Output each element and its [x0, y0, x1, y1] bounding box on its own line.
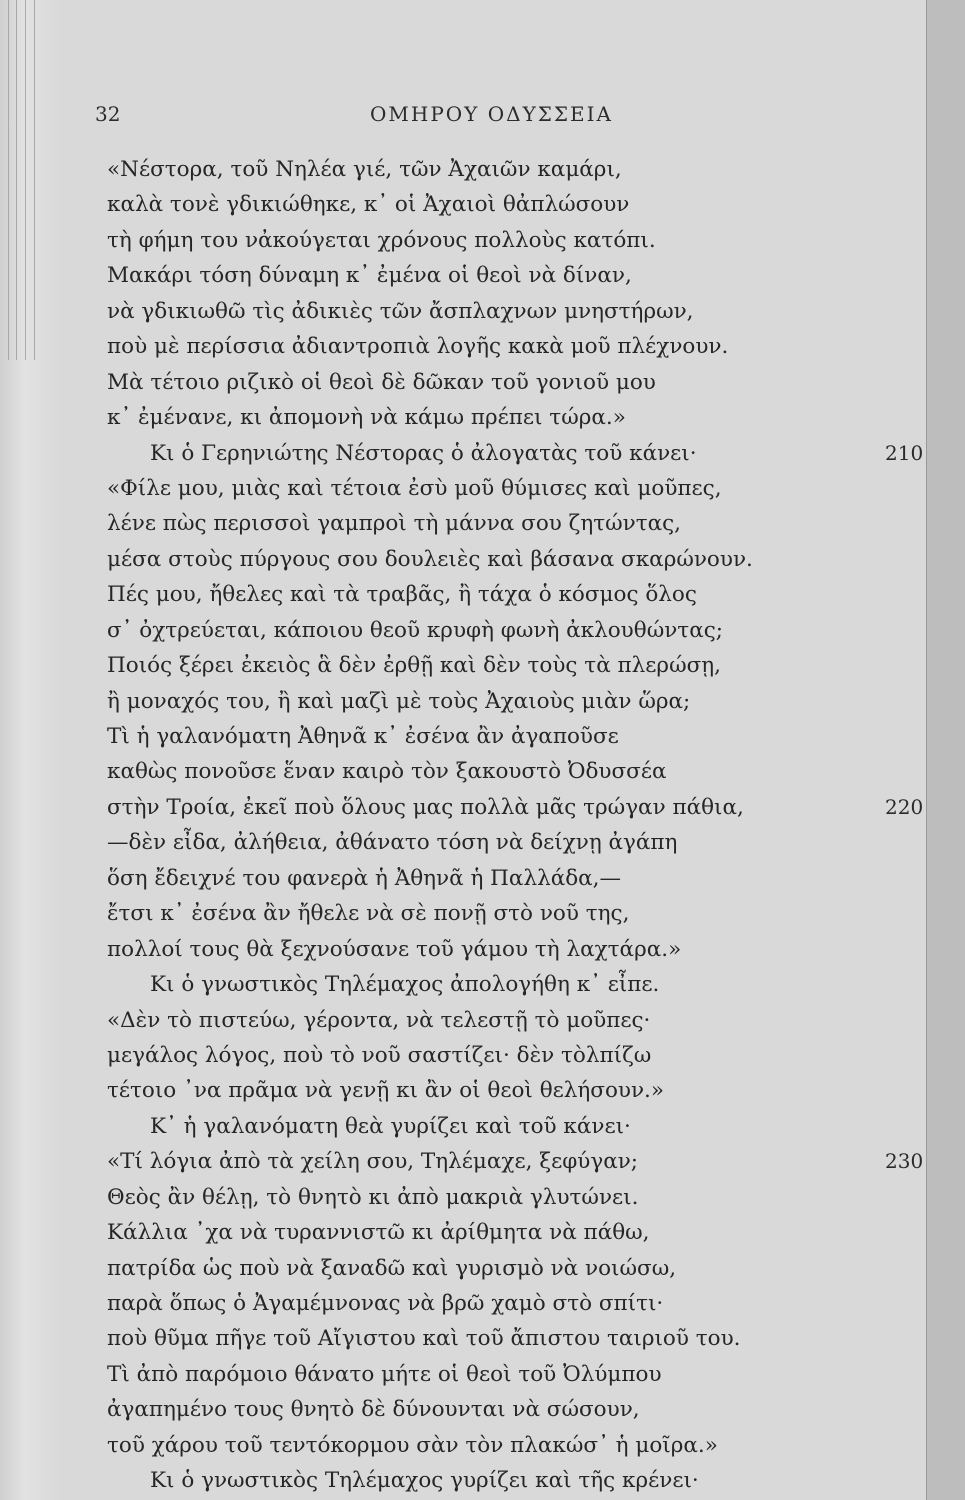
verse-text: τέτοιο ᾽να πρᾶμα νὰ γενῇ κι ἂν οἱ θεοὶ θελήσουν.»	[107, 1078, 665, 1104]
verse-block	[0, 152, 965, 1499]
verse-line	[0, 1286, 965, 1321]
verse-line	[0, 1251, 965, 1286]
verse-text: μέσα στοὺς πύργους σου δουλειὲς καὶ βάσανα σκαρώνουν.	[107, 546, 753, 572]
verse-text: Κι ὁ γνωστικὸς Τηλέμαχος γυρίζει καὶ τῆς κρένει·	[150, 1468, 699, 1494]
verse-line	[0, 754, 965, 789]
verse-line	[0, 613, 965, 648]
verse-line	[0, 1038, 965, 1073]
verse-text: ποὺ θῦμα πῆγε τοῦ Αἴγιστου καὶ τοῦ ἄπιστου ταιριοῦ του.	[107, 1326, 741, 1352]
running-title: ΟΜΗΡΟΥ ΟΔΥΣΣΕΙΑ	[370, 102, 613, 126]
verse-line	[0, 471, 965, 506]
verse-text: τοῦ χάρου τοῦ τεντόκορμου σὰν τὸν πλακώσ᾽ ἡ μοῖρα.»	[107, 1432, 718, 1458]
verse-text: μεγάλος λόγος, ποὺ τὸ νοῦ σαστίζει· δὲν τὸλπίζω	[107, 1042, 652, 1068]
verse-line	[0, 1144, 965, 1179]
verse-line	[0, 684, 965, 719]
verse-line	[0, 400, 965, 435]
verse-line	[0, 294, 965, 329]
verse-line	[0, 152, 965, 187]
line-number: 230	[885, 1149, 924, 1174]
verse-text: ἀγαπημένο τους θνητὸ δὲ δύνουνται νὰ σώσουν,	[107, 1397, 640, 1423]
verse-line	[0, 861, 965, 896]
verse-line	[0, 577, 965, 612]
verse-text: Τὶ ἀπὸ παρόμοιο θάνατο μήτε οἱ θεοὶ τοῦ Ὀλύμπου	[107, 1361, 662, 1387]
verse-text: «Τί λόγια ἀπὸ τὰ χείλη σου, Τηλέμαχε, ξεφύγαν;	[107, 1149, 639, 1175]
verse-line	[0, 1109, 965, 1144]
verse-text: Θεὸς ἂν θέλῃ, τὸ θνητὸ κι ἀπὸ μακριὰ γλυτώνει.	[107, 1184, 639, 1210]
verse-text: Κ᾽ ἡ γαλανόματη θεὰ γυρίζει καὶ τοῦ κάνει·	[150, 1113, 631, 1139]
verse-text: στὴν Τροία, ἐκεῖ ποὺ ὅλους μας πολλὰ μᾶς τρώγαν πάθια,	[107, 794, 744, 820]
verse-line	[0, 329, 965, 364]
verse-text: Κάλλια ᾽χα νὰ τυραννιστῶ κι ἀρίθμητα νὰ πάθω,	[107, 1220, 650, 1246]
verse-text: ἔτσι κ᾽ ἐσένα ἂν ἤθελε νὰ σὲ πονῇ στὸ νοῦ της,	[107, 901, 630, 927]
verse-text: νὰ γδικιωθῶ τὶς ἀδικιὲς τῶν ἄσπλαχνων μνηστήρων,	[107, 298, 694, 324]
verse-line	[0, 648, 965, 683]
verse-text: ὅση ἔδειχνέ του φανερὰ ἡ Ἀθηνᾶ ἡ Παλλάδα,—	[107, 865, 622, 891]
verse-line	[0, 790, 965, 825]
verse-text: πολλοί τους θὰ ξεχνούσανε τοῦ γάμου τὴ λαχτάρα.»	[107, 936, 682, 962]
verse-line	[0, 365, 965, 400]
line-number: 220	[885, 794, 924, 819]
line-number: 210	[885, 440, 924, 465]
verse-text: «Δὲν τὸ πιστεύω, γέροντα, νὰ τελεστῇ τὸ μοῦπες·	[107, 1007, 651, 1033]
verse-text: Κι ὁ γνωστικὸς Τηλέμαχος ἀπολογήθη κ᾽ εἶπε.	[150, 972, 660, 998]
verse-text: ποὺ μὲ περίσσια ἀδιαντροπιὰ λογῆς κακὰ μοῦ πλέχνουν.	[107, 334, 729, 360]
verse-line	[0, 436, 965, 471]
verse-text: πατρίδα ὡς ποὺ νὰ ξαναδῶ καὶ γυρισμὸ νὰ νοιώσω,	[107, 1255, 677, 1281]
verse-line	[0, 1463, 965, 1498]
verse-text: Μὰ τέτοιο ριζικὸ οἱ θεοὶ δὲ δῶκαν τοῦ γονιοῦ μου	[107, 369, 656, 395]
verse-text: Ποιός ξέρει ἐκειὸς ἃ δὲν ἐρθῇ καὶ δὲν τοὺς τὰ πλερώσῃ,	[107, 653, 721, 679]
verse-text: λένε πὼς περισσοὶ γαμπροὶ τὴ μάννα σου ζητώντας,	[107, 511, 682, 537]
verse-text: Πές μου, ἤθελες καὶ τὰ τραβᾶς, ἢ τάχα ὁ κόσμος ὅλος	[107, 582, 697, 608]
verse-text: κ᾽ ἐμένανε, κι ἀπομονὴ νὰ κάμω πρέπει τώρα.»	[107, 405, 626, 431]
page-header	[0, 96, 965, 136]
verse-line	[0, 542, 965, 577]
verse-text: καλὰ τονὲ γδικιώθηκε, κ᾽ οἱ Ἀχαιοὶ θἀπλώσουν	[107, 192, 630, 218]
verse-line	[0, 932, 965, 967]
verse-line	[0, 896, 965, 931]
verse-line	[0, 1073, 965, 1108]
verse-line	[0, 506, 965, 541]
verse-text: «Φίλε μου, μιὰς καὶ τέτοια ἐσὺ μοῦ θύμισες καὶ μοῦπες,	[107, 475, 722, 501]
verse-text: Μακάρι τόση δύναμη κ᾽ ἐμένα οἱ θεοὶ νὰ δίναν,	[107, 263, 632, 289]
page-number: 32	[95, 102, 121, 126]
verse-text: Κι ὁ Γερηνιώτης Νέστορας ὁ ἀλογατὰς τοῦ κάνει·	[150, 440, 697, 466]
verse-line	[0, 1180, 965, 1215]
verse-line	[0, 1003, 965, 1038]
verse-text: «Νέστορα, τοῦ Νηλέα γιέ, τῶν Ἀχαιῶν καμάρι,	[107, 157, 622, 182]
verse-line	[0, 187, 965, 222]
verse-text: σ᾽ ὀχτρεύεται, κάποιου θεοῦ κρυφὴ φωνὴ ἀκλουθώντας;	[107, 617, 723, 643]
verse-text: ἢ μοναχός του, ἢ καὶ μαζὶ μὲ τοὺς Ἀχαιοὺς μιὰν ὥρα;	[107, 688, 691, 714]
verse-line	[0, 1215, 965, 1250]
verse-text: τὴ φήμη του νἀκούγεται χρόνους πολλοὺς κατόπι.	[107, 227, 656, 253]
verse-text: Τὶ ἡ γαλανόματη Ἀθηνᾶ κ᾽ ἐσένα ἂν ἀγαποῦσε	[107, 724, 619, 749]
verse-text: —δὲν εἶδα, ἀλήθεια, ἀθάνατο τόση νὰ δείχνῃ ἀγάπη	[107, 830, 678, 856]
verse-line	[0, 223, 965, 258]
verse-line	[0, 258, 965, 293]
verse-line	[0, 1321, 965, 1356]
verse-line	[0, 967, 965, 1002]
verse-line	[0, 719, 965, 754]
verse-line	[0, 1428, 965, 1463]
verse-text: παρὰ ὅπως ὁ Ἀγαμέμνονας νὰ βρῶ χαμὸ στὸ σπίτι·	[107, 1291, 664, 1316]
verse-line	[0, 1357, 965, 1392]
verse-line	[0, 1392, 965, 1427]
verse-text: καθὼς πονοῦσε ἕναν καιρὸ τὸν ξακουστὸ Ὀδυσσέα	[107, 759, 667, 785]
verse-line	[0, 825, 965, 860]
